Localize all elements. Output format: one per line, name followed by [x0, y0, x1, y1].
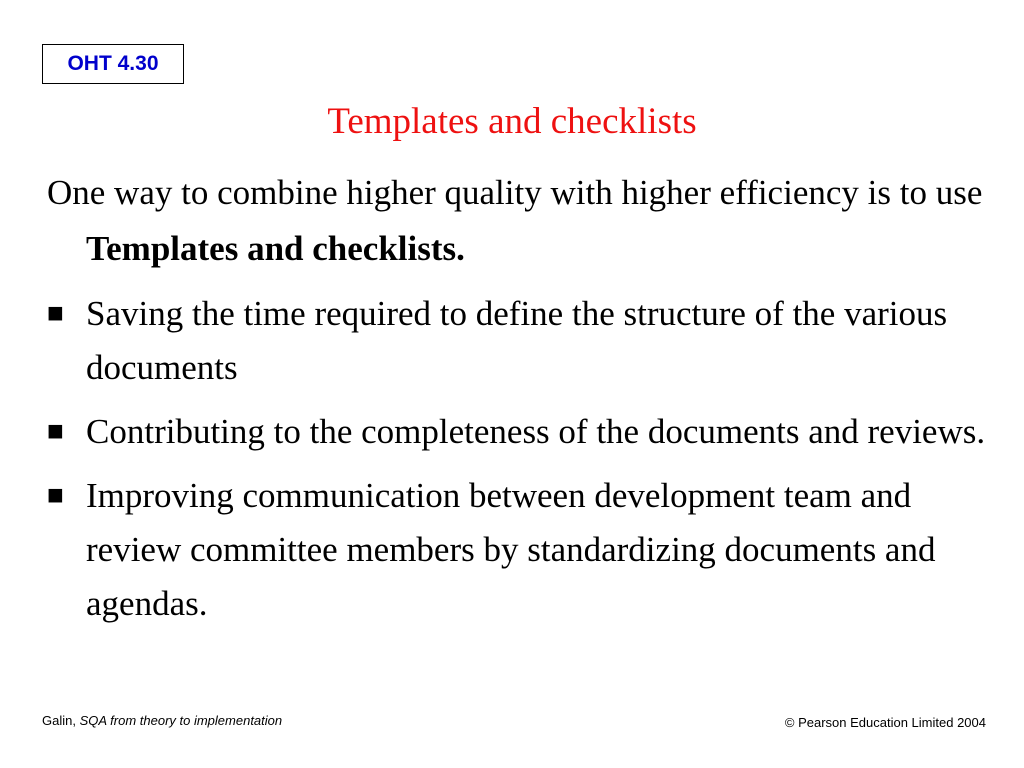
- bullet-text: Improving communication between development team and review committee members by standardizing documents and agendas.: [86, 476, 936, 623]
- bullet-item: [47, 287, 1007, 395]
- footer-source: [42, 713, 282, 728]
- bullet-text: Saving the time required to define the structure of the various documents: [86, 294, 948, 387]
- intro-paragraph: [47, 165, 1007, 277]
- square-bullet-icon: ■: [47, 298, 64, 329]
- footer-copyright: © Pearson Education Limited 2004: [784, 715, 986, 730]
- bullet-item: [47, 405, 1007, 459]
- square-bullet-icon: ■: [47, 416, 64, 447]
- bullet-text: Contributing to the completeness of the documents and reviews.: [86, 412, 986, 451]
- slide-number-badge: OHT 4.30: [42, 44, 184, 84]
- footer-author: Galin,: [42, 713, 80, 728]
- footer-book-title: SQA from theory to implementation: [79, 713, 283, 728]
- slide-body: [47, 165, 1007, 631]
- square-bullet-icon: ■: [47, 480, 64, 511]
- bullet-item: [47, 469, 1007, 631]
- slide-title: Templates and checklists: [327, 101, 697, 142]
- intro-text: One way to combine higher quality with higher efficiency is to use: [47, 173, 983, 212]
- intro-emphasis: Templates and checklists.: [86, 229, 465, 268]
